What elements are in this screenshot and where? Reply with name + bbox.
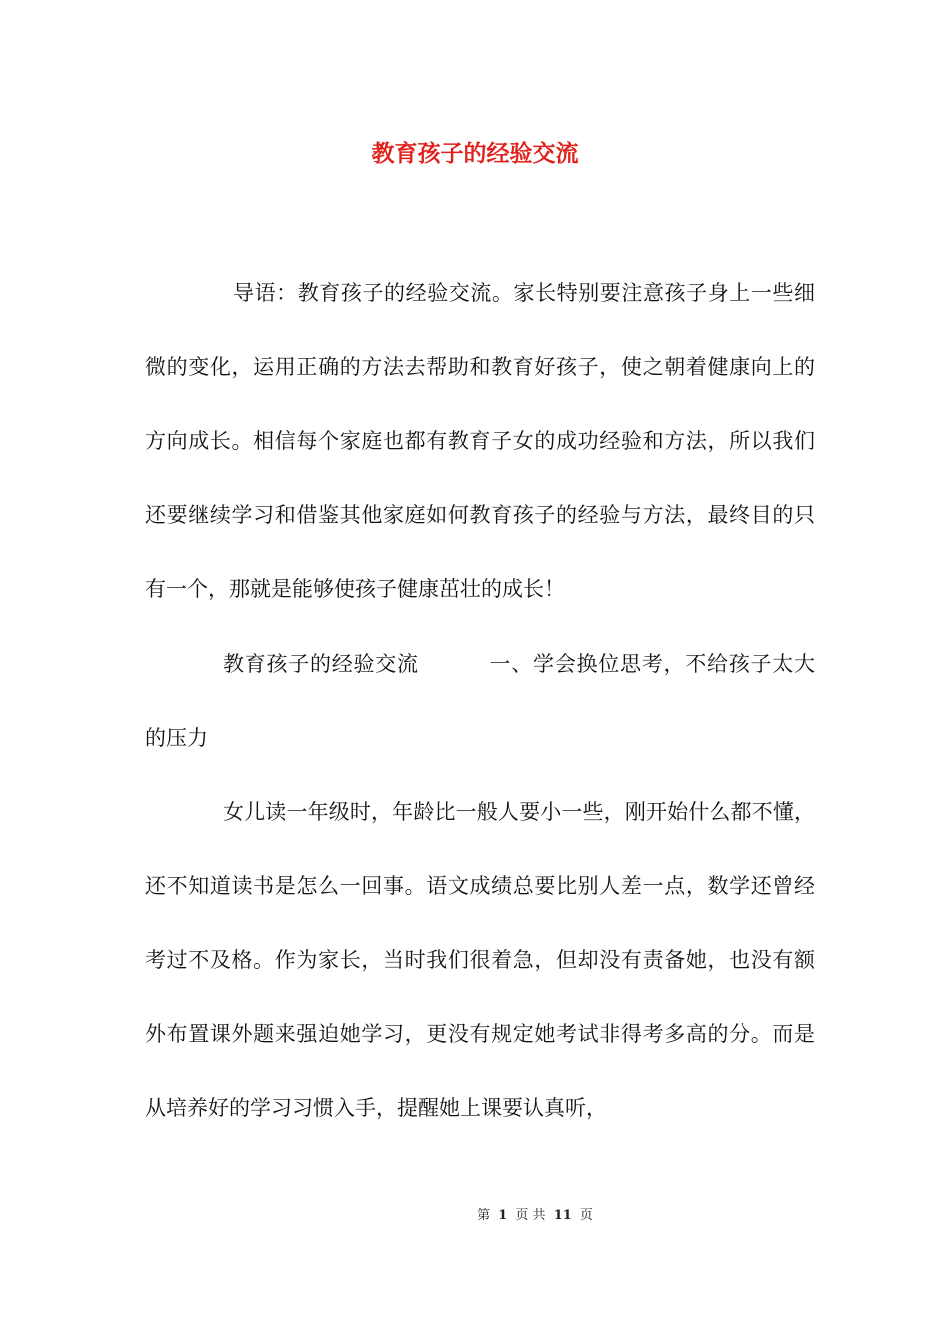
- section-heading-left: 教育孩子的经验交流: [223, 652, 419, 676]
- footer-total-pages: 11: [553, 1208, 572, 1223]
- document-title: 教育孩子的经验交流: [371, 140, 579, 167]
- footer-prefix: 第: [477, 1208, 491, 1223]
- page-footer: [0, 1204, 950, 1228]
- footer-suffix: 页: [579, 1208, 593, 1223]
- footer-current-page: 1: [498, 1208, 508, 1223]
- intro-paragraph: 导语：教育孩子的经验交流。家长特别要注意孩子身上一些细微的变化，运用正确的方法去帮助和教育好孩子，使之朝着健康向上的方向成长。相信每个家庭也都有教育子女的成功经验和方法，所以我们还要继续学习和借鉴其他家庭如何教育孩子的经验与方法，最终目的只有一个，那就是能够使孩子健康茁壮的成长！: [145, 281, 815, 601]
- footer-middle: 页 共: [515, 1208, 546, 1223]
- section-heading-paragraph: [145, 627, 815, 775]
- section-heading-right: 一、学会换位思考，不给孩子太大的压力: [145, 652, 815, 750]
- story-paragraph: 女儿读一年级时，年龄比一般人要小一些，刚开始什么都不懂，还不知道读书是怎么一回事。语文成绩总要比别人差一点，数学还曾经考过不及格。作为家长，当时我们很着急，但却没有责备她，也没有额外布置课外题来强迫她学习，更没有规定她考试非得考多高的分。而是从培养好的学习习惯入手，提醒她上课要认真听，: [145, 800, 815, 1120]
